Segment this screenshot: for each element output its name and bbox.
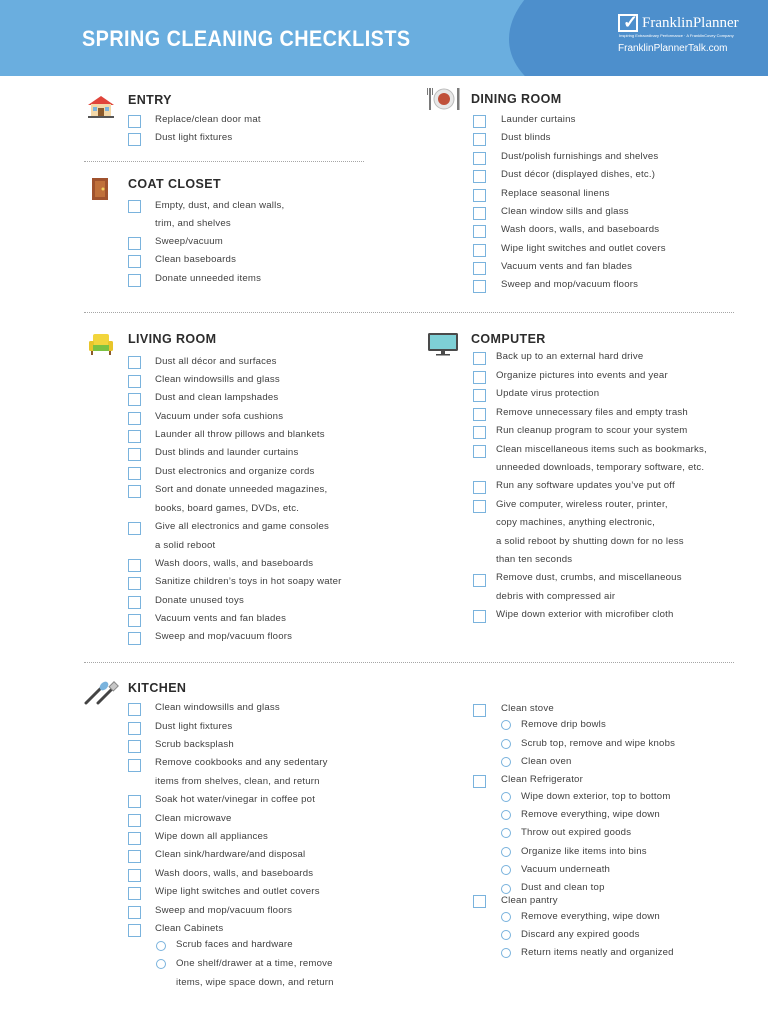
checkbox[interactable] xyxy=(128,906,141,919)
checklist-item: Clean miscellaneous items such as bookmarks, xyxy=(496,444,707,455)
checkbox[interactable] xyxy=(128,274,141,287)
checklist-item: Remove unnecessary files and empty trash xyxy=(496,407,688,418)
sub-item-radio[interactable] xyxy=(501,930,511,940)
checklist-item: Sweep and mop/vacuum floors xyxy=(501,279,639,290)
checklist-sub-item: Wipe down exterior, top to bottom xyxy=(521,791,671,802)
sub-item-radio[interactable] xyxy=(501,810,511,820)
brand-url-link[interactable]: FranklinPlannerTalk.com xyxy=(618,43,728,54)
checklist-item: Clean Cabinets xyxy=(155,923,224,934)
checklist-item: Clean stove xyxy=(501,703,554,714)
checkbox[interactable] xyxy=(128,869,141,882)
section-title-entry: ENTRY xyxy=(128,93,172,107)
checklist-item: Give computer, wireless router, printer, xyxy=(496,499,668,510)
checklist-sub-item: Scrub top, remove and wipe knobs xyxy=(521,738,676,749)
checkbox[interactable] xyxy=(128,559,141,572)
checkbox[interactable] xyxy=(128,237,141,250)
checklist-item: Sort and donate unneeded magazines, xyxy=(155,484,328,495)
checkbox[interactable] xyxy=(473,152,486,165)
sub-item-radio[interactable] xyxy=(156,959,166,969)
checklist-item-continued: a solid reboot by shutting down for no less xyxy=(496,536,684,547)
checklist-item: Dust/polish furnishings and shelves xyxy=(501,151,659,162)
checklist-sub-item: Remove everything, wipe down xyxy=(521,809,660,820)
checklist-item: Sweep and mop/vacuum floors xyxy=(155,631,293,642)
checkbox[interactable] xyxy=(128,703,141,716)
checklist-item: Wash doors, walls, and baseboards xyxy=(155,868,314,879)
checklist-sub-item: Clean oven xyxy=(521,756,572,767)
house-icon xyxy=(86,94,116,118)
checkbox[interactable] xyxy=(128,887,141,900)
checkbox[interactable] xyxy=(128,814,141,827)
sub-item-radio[interactable] xyxy=(501,739,511,749)
section-title-coat-closet: COAT CLOSET xyxy=(128,177,222,191)
checkbox[interactable] xyxy=(473,426,486,439)
checkbox[interactable] xyxy=(128,832,141,845)
checklist-item: Vacuum vents and fan blades xyxy=(501,261,633,272)
checklist-sub-item-continued: items, wipe space down, and return xyxy=(176,977,334,988)
checklist-item: Remove cookbooks and any sedentary xyxy=(155,757,328,768)
checkbox[interactable] xyxy=(128,596,141,609)
checkbox[interactable] xyxy=(473,133,486,146)
checklist-item: Wipe down all appliances xyxy=(155,831,269,842)
checklist-item: Vacuum vents and fan blades xyxy=(155,613,287,624)
checkbox[interactable] xyxy=(473,262,486,275)
checklist-item-continued: unneeded downloads, temporary software, etc. xyxy=(496,462,705,473)
checkbox[interactable] xyxy=(128,522,141,535)
checkbox[interactable] xyxy=(128,722,141,735)
checklist-sub-item: Return items neatly and organized xyxy=(521,947,674,958)
page-header xyxy=(0,0,768,76)
checkbox[interactable] xyxy=(128,924,141,937)
checklist-sub-item: Scrub faces and hardware xyxy=(176,939,293,950)
checklist-item: Sanitize children’s toys in hot soapy water xyxy=(155,576,342,587)
checkbox[interactable] xyxy=(473,371,486,384)
checklist-item: Sweep/vacuum xyxy=(155,236,223,247)
checklist-item: Clean windowsills and glass xyxy=(155,374,280,385)
checkbox[interactable] xyxy=(473,408,486,421)
checkbox[interactable] xyxy=(473,704,486,717)
checkbox[interactable] xyxy=(473,445,486,458)
armchair-icon xyxy=(88,332,114,356)
checklist-item: Dust blinds and launder curtains xyxy=(155,447,299,458)
checklist-item-continued: trim, and shelves xyxy=(155,218,231,229)
section-divider xyxy=(84,161,364,162)
sub-item-radio[interactable] xyxy=(501,847,511,857)
checklist-item: Soak hot water/vinegar in coffee pot xyxy=(155,794,316,805)
utensils-icon xyxy=(84,681,120,705)
brand-logo[interactable] xyxy=(618,12,748,62)
checkbox[interactable] xyxy=(128,448,141,461)
checklist-sub-item: Organize like items into bins xyxy=(521,846,647,857)
checklist-item: Dust light fixtures xyxy=(155,721,233,732)
sub-item-radio[interactable] xyxy=(501,948,511,958)
checklist-item: Clean sink/hardware/and disposal xyxy=(155,849,306,860)
checklist-item: Dust blinds xyxy=(501,132,551,143)
checklist-item: Dust and clean lampshades xyxy=(155,392,279,403)
checklist-item: Clean windowsills and glass xyxy=(155,702,280,713)
checkbox[interactable] xyxy=(128,393,141,406)
checkbox[interactable] xyxy=(473,170,486,183)
section-divider xyxy=(84,662,734,663)
place-setting-icon xyxy=(426,86,462,112)
section-title-dining-room: DINING ROOM xyxy=(471,92,562,106)
checklist-item: Update virus protection xyxy=(496,388,600,399)
checkbox[interactable] xyxy=(473,481,486,494)
checklist-item: Dust light fixtures xyxy=(155,132,233,143)
checklist-item: Organize pictures into events and year xyxy=(496,370,668,381)
checkbox[interactable] xyxy=(473,500,486,513)
checkbox[interactable] xyxy=(473,225,486,238)
checklist-item: Wash doors, walls, and baseboards xyxy=(155,558,314,569)
checklist-item: Clean window sills and glass xyxy=(501,206,629,217)
checklist-item: Dust all décor and surfaces xyxy=(155,356,277,367)
checkbox[interactable] xyxy=(128,632,141,645)
checkbox[interactable] xyxy=(128,133,141,146)
checklist-item-continued: a solid reboot xyxy=(155,540,216,551)
checklist-item-continued: items from shelves, clean, and return xyxy=(155,776,320,787)
checkbox[interactable] xyxy=(128,200,141,213)
checklist-item: Run cleanup program to scour your system xyxy=(496,425,688,436)
checklist-sub-item: Remove everything, wipe down xyxy=(521,911,660,922)
sub-item-radio[interactable] xyxy=(156,941,166,951)
checkbox[interactable] xyxy=(128,850,141,863)
checklist-sub-item: Discard any expired goods xyxy=(521,929,640,940)
checklist-item-continued: debris with compressed air xyxy=(496,591,616,602)
checkbox[interactable] xyxy=(473,775,486,788)
checkbox[interactable] xyxy=(128,255,141,268)
checklist-item: Clean pantry xyxy=(501,895,558,906)
section-title-living-room: LIVING ROOM xyxy=(128,332,217,346)
checkbox[interactable] xyxy=(473,574,486,587)
brand-name: FranklinPlanner xyxy=(642,15,739,31)
sub-item-radio[interactable] xyxy=(501,757,511,767)
checklist-item: Sweep and mop/vacuum floors xyxy=(155,905,293,916)
checklist-item: Empty, dust, and clean walls, xyxy=(155,200,285,211)
checklist-item-continued: copy machines, anything electronic, xyxy=(496,517,655,528)
checklist-item: Wipe light switches and outlet covers xyxy=(501,243,666,254)
checkbox[interactable] xyxy=(128,740,141,753)
checkbox[interactable] xyxy=(128,795,141,808)
checkbox[interactable] xyxy=(128,467,141,480)
checklist-item: Back up to an external hard drive xyxy=(496,351,644,362)
door-icon xyxy=(91,177,109,201)
sub-item-radio[interactable] xyxy=(501,828,511,838)
checklist-item: Vacuum under sofa cushions xyxy=(155,411,284,422)
checklist-item: Scrub backsplash xyxy=(155,739,234,750)
section-divider xyxy=(84,312,734,313)
checkbox[interactable] xyxy=(473,280,486,293)
checklist-item: Wipe light switches and outlet covers xyxy=(155,886,320,897)
checkbox[interactable] xyxy=(128,356,141,369)
page-title: SPRING CLEANING CHECKLISTS xyxy=(82,26,411,51)
checklist-sub-item: Throw out expired goods xyxy=(521,827,632,838)
checklist-item: Clean microwave xyxy=(155,813,232,824)
checklist-sub-item: Vacuum underneath xyxy=(521,864,611,875)
checklist-item: Run any software updates you’ve put off xyxy=(496,480,675,491)
checklist-item-continued: than ten seconds xyxy=(496,554,573,565)
checklist-item: Replace seasonal linens xyxy=(501,188,610,199)
checklist-item: Give all electronics and game consoles xyxy=(155,521,329,532)
checkbox[interactable] xyxy=(128,485,141,498)
sub-item-radio[interactable] xyxy=(501,720,511,730)
checkbox-logo-icon: ✓ xyxy=(618,14,638,32)
checklist-item: Clean Refrigerator xyxy=(501,774,583,785)
brand-tagline: Inspiring Extraordinary Performance · A FranklinCovey Company xyxy=(619,33,734,38)
checkbox[interactable] xyxy=(473,115,486,128)
checkbox[interactable] xyxy=(473,352,486,365)
checklist-item-continued: books, board games, DVDs, etc. xyxy=(155,503,300,514)
sub-item-radio[interactable] xyxy=(501,865,511,875)
checkbox[interactable] xyxy=(473,389,486,402)
checkbox[interactable] xyxy=(473,244,486,257)
checkbox[interactable] xyxy=(128,430,141,443)
checklist-item: Replace/clean door mat xyxy=(155,114,261,125)
checklist-item: Donate unneeded items xyxy=(155,273,262,284)
checklist-sub-item: One shelf/drawer at a time, remove xyxy=(176,958,333,969)
checklist-item: Dust electronics and organize cords xyxy=(155,466,315,477)
checkbox[interactable] xyxy=(128,759,141,772)
checklist-item: Dust décor (displayed dishes, etc.) xyxy=(501,169,656,180)
checklist-item: Remove dust, crumbs, and miscellaneous xyxy=(496,572,682,583)
checklist-item: Wash doors, walls, and baseboards xyxy=(501,224,660,235)
checkbox[interactable] xyxy=(128,412,141,425)
checklist-item: Launder all throw pillows and blankets xyxy=(155,429,325,440)
section-title-computer: COMPUTER xyxy=(471,332,546,346)
checkbox[interactable] xyxy=(473,207,486,220)
checkbox[interactable] xyxy=(128,614,141,627)
sub-item-radio[interactable] xyxy=(501,884,511,894)
checklist-item: Clean baseboards xyxy=(155,254,237,265)
checkbox[interactable] xyxy=(128,577,141,590)
checklist-item: Launder curtains xyxy=(501,114,576,125)
section-title-kitchen: KITCHEN xyxy=(128,681,187,695)
sub-item-radio[interactable] xyxy=(501,792,511,802)
checklist-item: Donate unused toys xyxy=(155,595,244,606)
sub-item-radio[interactable] xyxy=(501,912,511,922)
checkbox[interactable] xyxy=(473,189,486,202)
monitor-icon xyxy=(427,332,459,356)
checkbox[interactable] xyxy=(128,115,141,128)
checklist-sub-item: Dust and clean top xyxy=(521,882,605,893)
checkbox[interactable] xyxy=(473,610,486,623)
checkbox[interactable] xyxy=(128,375,141,388)
checklist-sub-item: Remove drip bowls xyxy=(521,719,606,730)
checklist-item: Wipe down exterior with microfiber cloth xyxy=(496,609,674,620)
checkbox[interactable] xyxy=(473,895,486,908)
